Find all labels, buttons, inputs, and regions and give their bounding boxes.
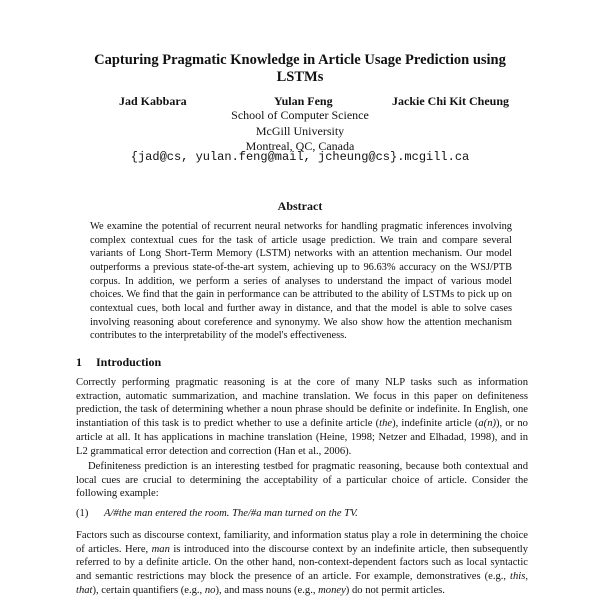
intro-paragraph-1: [76, 376, 528, 458]
example-number: (1): [76, 508, 89, 519]
italic-term: a(n): [478, 418, 497, 430]
text-run: ), certain quantifiers (e.g.,: [92, 584, 205, 596]
italic-term: man: [151, 543, 170, 555]
author-emails: {jad@cs, yulan.feng@mail, jcheung@cs}.mcgill.ca: [130, 150, 470, 164]
abstract-heading: Abstract: [277, 199, 323, 213]
italic-term: no: [204, 584, 216, 596]
paper-title: Capturing Pragmatic Knowledge in Article Usage Prediction using LSTMs: [94, 52, 506, 85]
affiliation-school: School of Computer Science: [231, 108, 369, 122]
text-run: Factors such as discourse context, familiarity, and information status play a role in determining the choice of articles. Here,: [76, 530, 528, 555]
text-run: is introduced into the discourse context by an indefinite article, then subsequently referred to by a definite article. On the other hand, non-context-dependent factors such as local syntactic and semantic restrictions may block the presence of an article. For example, demonstratives (e.g.,: [76, 543, 528, 583]
example-text: A/#the man entered the room. The/#a man turned on the TV.: [104, 508, 358, 519]
author-name: Jad Kabbara: [119, 94, 187, 108]
abstract-text: We examine the potential of recurrent neural networks for handling pragmatic inferences involving complex contextual cues for the task of article usage prediction. We train and compare several variants of Long Short-Term Memory (LSTM) networks with an attention mechanism. Our model outperforms a previous state-of-the-art system, achieving up to 96.63% accuracy on the WSJ/PTB corpus. In addition, we perform a series of analyses to understand the impact of various model choices. We find that the gain in performance can be attributed to the ability of LSTMs to pick up on contextual cues, both local and further away in distance, and that the model is able to solve cases involving reasoning about coreference and synonymy. We also show how the attention mechanism contributes to the interpretability of the model's effectiveness.: [90, 221, 512, 342]
section-title: Introduction: [96, 355, 162, 369]
example-sentence: [76, 507, 358, 521]
section-heading: [76, 355, 161, 370]
text-run: ), indefinite article (: [392, 418, 479, 430]
text-run: ), and mass nouns (e.g.,: [215, 584, 319, 596]
text-run: ,: [525, 571, 528, 583]
text-run: ) do not permit articles.: [345, 584, 445, 596]
text-run: ), or no article at all. It has applications in machine translation (Heine, 1998; Netzer and Elhadad, 1998), and in L2 grammatical error detection and correction (Han et al., 2006).: [76, 418, 528, 457]
italic-term: this: [510, 571, 526, 583]
italic-term: that: [76, 584, 93, 596]
italic-term: money: [318, 584, 346, 596]
intro-paragraph-2: Definiteness prediction is an interesting testbed for pragmatic reasoning, because both contextual and local cues are crucial to determining the acceptability of a particular choice of article. Consider the following example:: [76, 461, 528, 500]
text-run: Correctly performing pragmatic reasoning is at the core of many NLP tasks such as information extraction, automatic summarization, and machine translation. We focus in this paper on definiteness prediction, the task of determining whether a noun phrase should be definite or indefinite. In English, one instantiation of this task is to predict whether to use a definite article (: [76, 377, 528, 430]
affiliation-university: McGill University: [255, 123, 345, 138]
italic-term: the: [379, 418, 393, 430]
author-name: Jackie Chi Kit Cheung: [392, 94, 510, 108]
author-name: Yulan Feng: [274, 94, 333, 108]
intro-paragraph-3: [76, 529, 528, 598]
section-number: 1: [76, 355, 82, 369]
affiliation-location: Montreal, QC, Canada: [245, 139, 355, 153]
affiliation: [150, 108, 450, 155]
